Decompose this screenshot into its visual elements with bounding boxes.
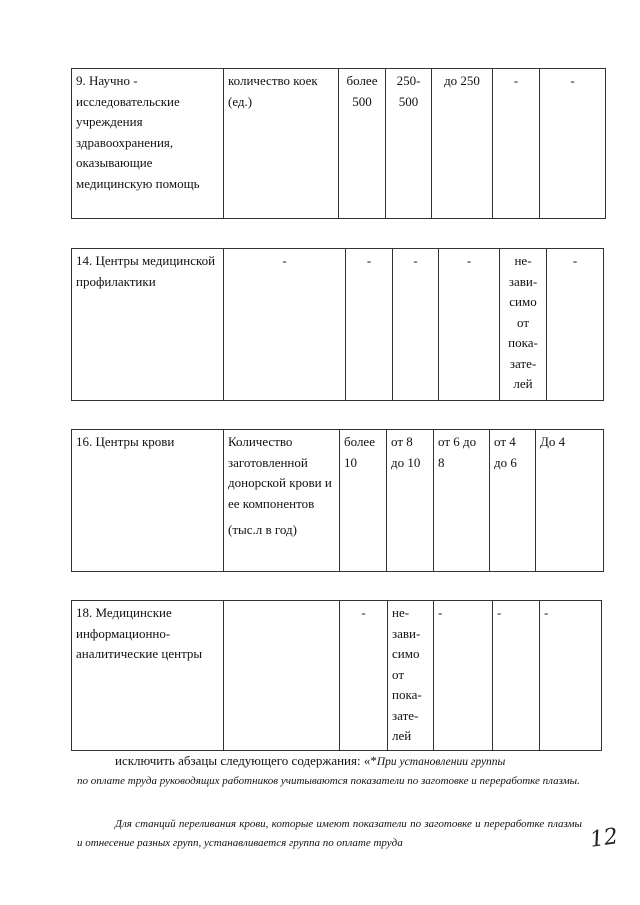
group-cell: не- зави- симо от пока- зате- лей bbox=[500, 249, 547, 401]
group-cell: - bbox=[340, 601, 388, 751]
group-cell: от 8 до 10 bbox=[387, 430, 434, 572]
indicator-name: - bbox=[224, 249, 346, 401]
institution-name: 16. Центры крови bbox=[72, 430, 224, 572]
indicator-name: количество коек (ед.) bbox=[224, 69, 339, 219]
paragraph-1: по оплате труда руководящих работников учитываются показатели по заготовке и переработке плазмы. bbox=[77, 775, 580, 787]
group-cell: - bbox=[393, 249, 439, 401]
table-row-18 bbox=[71, 600, 602, 751]
group-cell: от 6 до 8 bbox=[434, 430, 490, 572]
lead-text: исключить абзацы следующего содержания: «* bbox=[115, 753, 377, 768]
page-number: 12 bbox=[588, 824, 620, 853]
lead-italic: При установлении группы bbox=[376, 756, 506, 768]
group-cell: - bbox=[547, 249, 604, 401]
group-cell: от 4 до 6 bbox=[490, 430, 536, 572]
group-cell: - bbox=[540, 69, 606, 219]
group-cell: не- зави- симо от пока- зате- лей bbox=[388, 601, 434, 751]
group-cell: 250- 500 bbox=[386, 69, 432, 219]
group-cell: - bbox=[434, 601, 493, 751]
group-cell: - bbox=[540, 601, 602, 751]
lead-sentence bbox=[115, 753, 585, 769]
group-cell: - bbox=[493, 601, 540, 751]
group-cell: - bbox=[439, 249, 500, 401]
indicator-name bbox=[224, 430, 340, 572]
table-row-14 bbox=[71, 248, 604, 401]
institution-name: 14. Центры медицинской профилактики bbox=[72, 249, 224, 401]
indicator-unit: (тыс.л в год) bbox=[228, 522, 297, 537]
paragraph-2: Для станций переливания крови, которые имеют показатели по заготовке и переработке плазмы и отнесение разных групп, устанавливается группа по оплате труда bbox=[77, 818, 582, 849]
indicator-text: Количество заготовленной донорской крови и ее компонентов bbox=[228, 434, 332, 511]
group-cell: До 4 bbox=[536, 430, 604, 572]
institution-name: 18. Медицинские информационно-аналитические центры bbox=[72, 601, 224, 751]
institution-name: 9. Научно - исследовательские учреждения здравоохранения, оказывающие медицинскую помощь bbox=[72, 69, 224, 219]
group-cell: - bbox=[493, 69, 540, 219]
indicator-name bbox=[224, 601, 340, 751]
group-cell: до 250 bbox=[432, 69, 493, 219]
group-cell: более 10 bbox=[340, 430, 387, 572]
group-cell: - bbox=[346, 249, 393, 401]
group-cell: более 500 bbox=[339, 69, 386, 219]
table-row-16 bbox=[71, 429, 604, 572]
table-row-9 bbox=[71, 68, 606, 219]
